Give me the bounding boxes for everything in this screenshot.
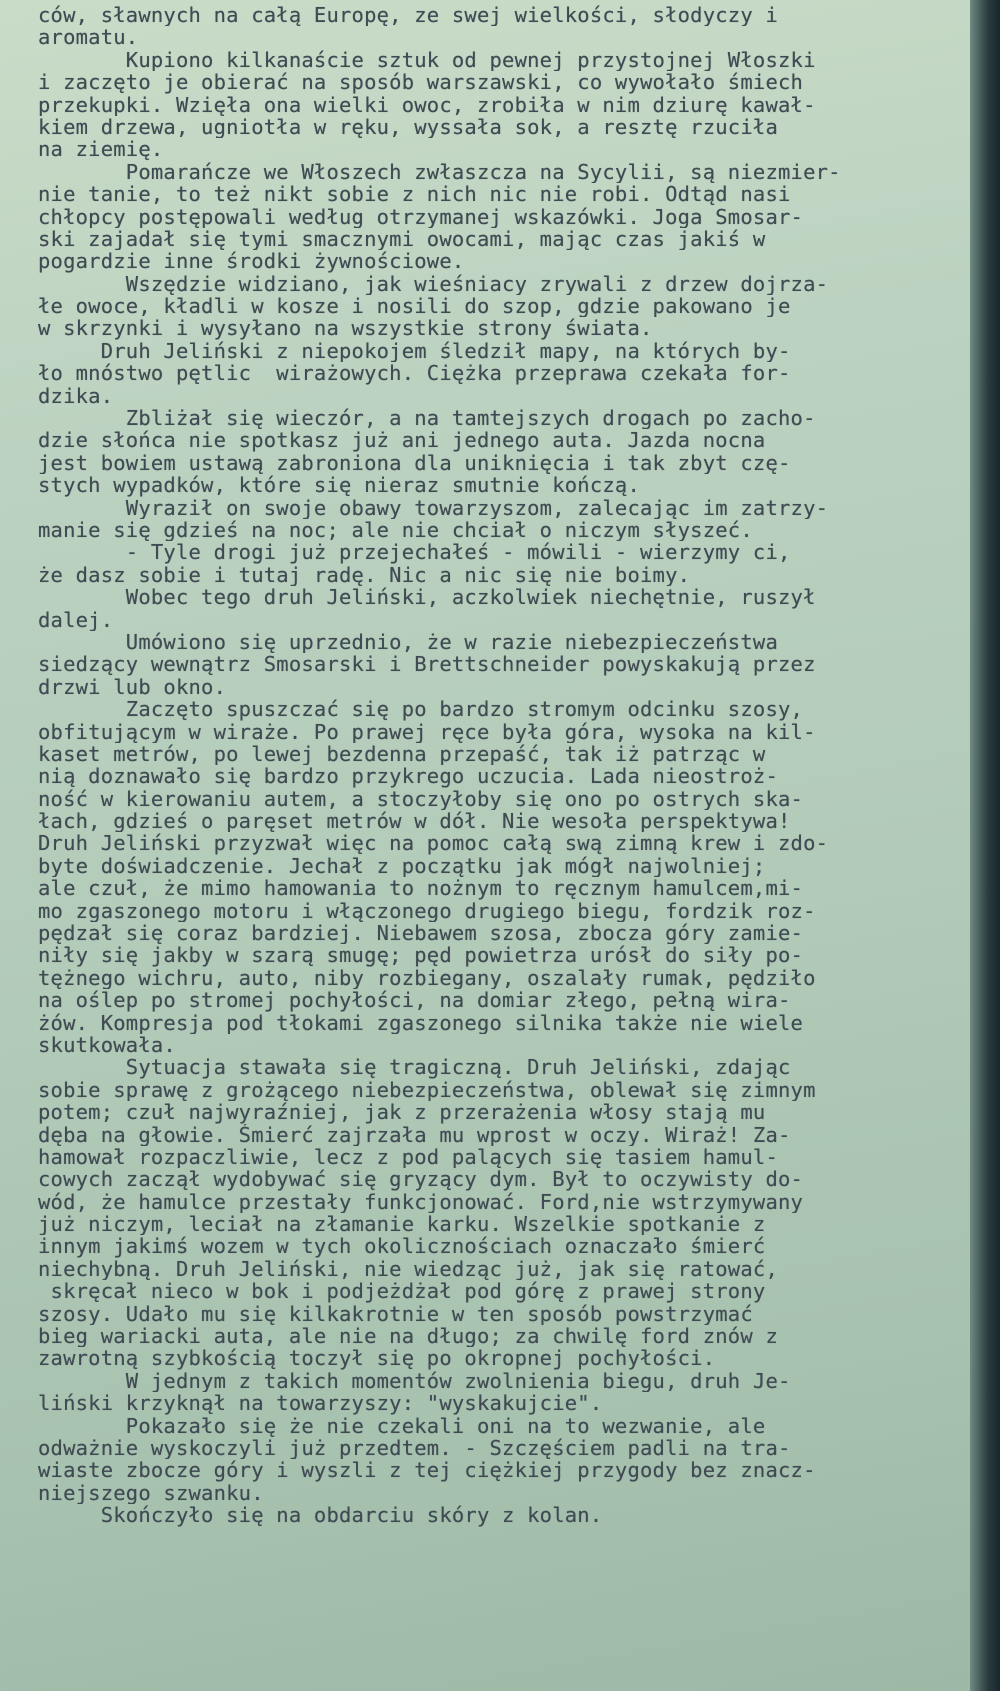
text-line: szosy. Udało mu się kilkakrotnie w ten sposób powstrzymać [38, 1302, 753, 1326]
text-line: Druh Jeliński przyzwał więc na pomoc całą swą zimną krew i zdo- [38, 832, 829, 855]
text-line: wiaste zbocze góry i wyszli z tej ciężkiej przygody bez znacz- [38, 1459, 816, 1482]
text-line: hamował rozpaczliwie, lecz z pod palących się tasiem hamul- [38, 1145, 778, 1169]
text-line: Kupiono kilkanaście sztuk od pewnej przystojnej Włoszki [38, 48, 816, 72]
text-line: ale czuł, że mimo hamowania to nożnym to ręcznym hamulcem,mi- [38, 877, 804, 900]
text-line: na ziemię. [38, 138, 164, 161]
text-line: Zbliżał się wieczór, a na tamtejszych drogach po zacho- [38, 407, 816, 430]
page-edge-shadow [970, 0, 1000, 1691]
text-line: Sytuacja stawała się tragiczną. Druh Jeliński, zdając [38, 1056, 791, 1079]
text-line: chłopcy postępowali według otrzymanej wskazówki. Joga Smosar- [38, 205, 804, 228]
text-line: wód, że hamulce przestały funkcjonować. Ford,nie wstrzymywany [38, 1190, 804, 1214]
text-line: nie tanie, to też nikt sobie z nich nic nie robi. Odtąd nasi [38, 183, 791, 206]
text-line: ców, sławnych na całą Europę, ze swej wielkości, słodyczy i [38, 4, 778, 27]
text-line: bieg wariacki auta, ale nie na długo; za chwilę ford znów z [38, 1325, 778, 1348]
text-line: liński krzyknął na towarzyszy: "wyskakujcie". [38, 1392, 603, 1415]
text-line: dzie słońca nie spotkasz już ani jednego auta. Jazda nocna [38, 429, 766, 452]
text-line: manie się gdzieś na noc; ale nie chciał o niczym słyszeć. [38, 518, 753, 542]
text-line: aromatu. [38, 26, 139, 49]
text-line: że dasz sobie i tutaj radę. Nic a nic się nie boimy. [38, 563, 691, 587]
text-line: W jednym z takich momentów zwolnienia biegu, druh Je- [38, 1369, 791, 1393]
text-line: mo zgaszonego motoru i włączonego drugiego biegu, fordzik roz- [38, 899, 816, 923]
text-line: skutkowała. [38, 1033, 176, 1057]
text-line: łach, gdzieś o paręset metrów w dół. Nie wesoła perspektywa! [38, 810, 791, 833]
text-line: kaset metrów, po lewej bezdenna przepaść, tak iż patrząc w [38, 742, 766, 766]
text-line: ność w kierowaniu autem, a stoczyłoby się ono po ostrych ska- [38, 787, 804, 811]
text-line: ło mnóstwo pętlic wirażowych. Ciężka przeprawa czekała for- [38, 362, 791, 385]
text-line: Pokazało się że nie czekali oni na to wezwanie, ale [38, 1414, 766, 1437]
text-line: - Tyle drogi już przejechałeś - mówili - wierzymy ci, [38, 541, 791, 564]
text-line: dzika. [38, 384, 114, 408]
text-line: Wszędzie widziano, jak wieśniacy zrywali z drzew dojrza- [38, 272, 829, 296]
text-line: Wyraził on swoje obawy towarzyszom, zalecając im zatrzy- [38, 496, 829, 519]
text-line: drzwi lub okno. [38, 675, 227, 699]
text-line: sobie sprawę z grożącego niebezpieczeństwa, oblewał się zimnym [38, 1078, 816, 1102]
text-line: nią doznawało się bardzo przykrego uczucia. Lada nieostroż- [38, 765, 778, 788]
text-line: żów. Kompresja pod tłokami zgaszonego silnika także nie wiele [38, 1011, 804, 1034]
text-line: na oślep po stromej pochyłości, na domiar złego, pełną wira- [38, 989, 791, 1012]
typewritten-text [38, 4, 953, 1527]
text-line: odważnie wyskoczyli już przedtem. - Szczęściem padli na tra- [38, 1437, 791, 1460]
text-line: Druh Jeliński z niepokojem śledził mapy, na których by- [38, 339, 791, 363]
text-line: niejszego szwanku. [38, 1481, 264, 1505]
text-line: Skończyło się na obdarciu skóry z kolan. [38, 1504, 603, 1527]
text-line: dęba na głowie. Śmierć zajrzała mu wprost w oczy. Wiraż! Za- [38, 1123, 791, 1146]
text-line: cowych zaczął wydobywać się gryzący dym. Był to oczywisty do- [38, 1168, 804, 1191]
text-line: w skrzynki i wysyłano na wszystkie strony świata. [38, 317, 653, 340]
text-line: stych wypadków, które się nieraz smutnie kończą. [38, 474, 641, 497]
text-line: tężnego wichru, auto, niby rozbiegany, oszalały rumak, pędziło [38, 966, 816, 990]
text-line: pogardzie inne środki żywnościowe. [38, 250, 465, 273]
text-line: zawrotną szybkością toczył się po okropnej pochyłości. [38, 1347, 716, 1370]
text-line: niły się jakby w szarą smugę; pęd powietrza urósł do siły po- [38, 944, 804, 967]
text-line: łe owoce, kładli w kosze i nosili do szop, gdzie pakowano je [38, 295, 791, 318]
text-line: kiem drzewa, ugniotła w ręku, wyssała sok, a resztę rzuciła [38, 115, 778, 139]
text-line: jest bowiem ustawą zabroniona dla uniknięcia i tak zbyt czę- [38, 451, 791, 475]
text-line: siedzący wewnątrz Smosarski i Brettschneider powyskakują przez [38, 653, 816, 676]
text-line: Pomarańcze we Włoszech zwłaszcza na Sycylii, są niezmier- [38, 160, 841, 184]
text-line: Zaczęto spuszczać się po bardzo stromym odcinku szosy, [38, 698, 804, 721]
text-line: obfitującym w wiraże. Po prawej ręce była góra, wysoka na kil- [38, 720, 816, 743]
text-line: innym jakimś wozem w tych okolicznościach oznaczało śmierć [38, 1235, 766, 1258]
text-line: ski zajadał się tymi smacznymi owocami, mając czas jakiś w [38, 227, 766, 251]
text-line: potem; czuł najwyraźniej, jak z przerażenia włosy stają mu [38, 1101, 766, 1124]
text-line: przekupki. Wzięła ona wielki owoc, zrobiła w nim dziurę kawał- [38, 93, 816, 116]
text-line: pędzał się coraz bardziej. Niebawem szosa, zbocza góry zamie- [38, 922, 804, 945]
text-line: już niczym, leciał na złamanie karku. Wszelkie spotkanie z [38, 1213, 766, 1236]
text-line: dalej. [38, 608, 114, 631]
text-line: skręcał nieco w bok i podjeżdżał pod górę z prawej strony [38, 1280, 766, 1303]
text-line: Umówiono się uprzednio, że w razie niebezpieczeństwa [38, 630, 778, 654]
text-line: niechybną. Druh Jeliński, nie wiedząc już, jak się ratować, [38, 1257, 778, 1281]
text-line: i zaczęto je obierać na sposób warszawski, co wywołało śmiech [38, 71, 804, 94]
text-line: byte doświadczenie. Jechał z początku jak mógł najwolniej; [38, 854, 766, 878]
text-line: Wobec tego druh Jeliński, aczkolwiek niechętnie, ruszył [38, 586, 816, 609]
